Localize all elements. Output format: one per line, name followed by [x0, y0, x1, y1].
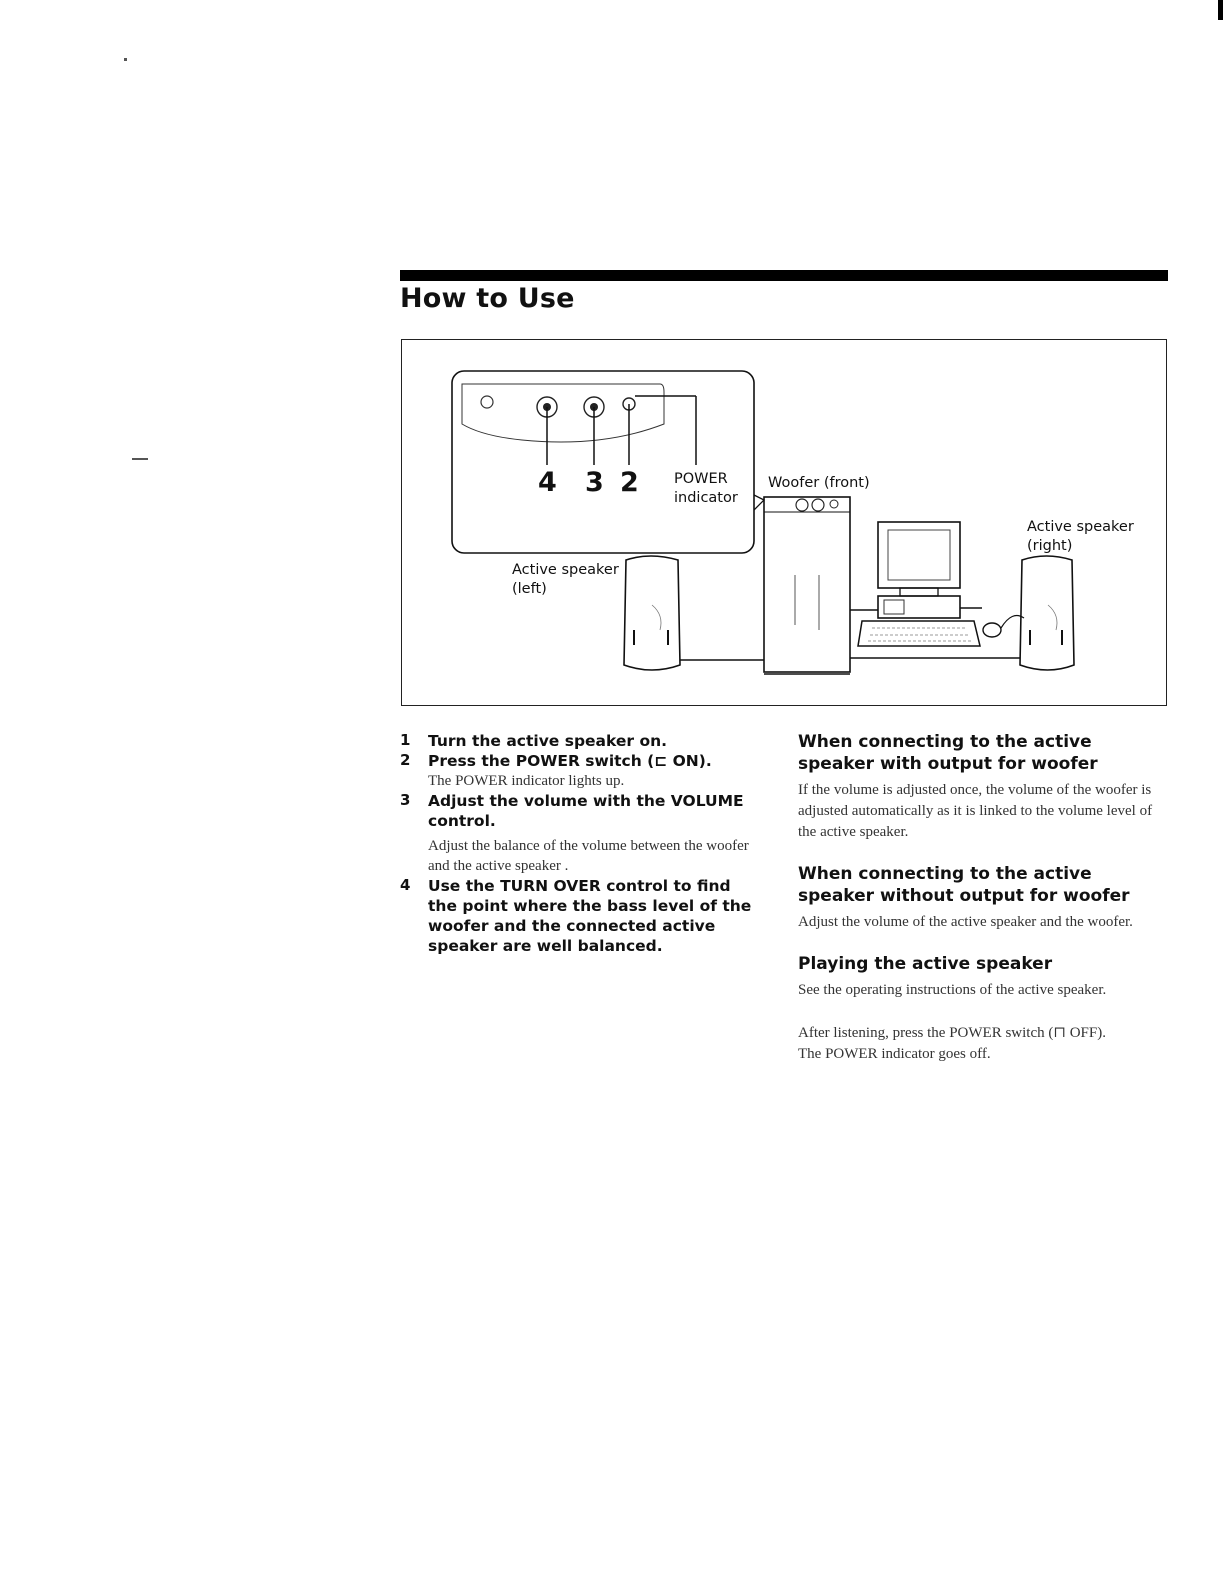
step-number: 3 [400, 791, 411, 809]
power-indicator-label: POWER indicator [674, 471, 738, 506]
section-body: If the volume is adjusted once, the volume of the woofer is adjusted automatically as it is linked to the volume level of the active speaker. [798, 782, 1153, 840]
step-2 [400, 751, 760, 791]
step-number: 4 [400, 876, 411, 894]
section-heading: When connecting to the active speaker without output for woofer [798, 864, 1130, 906]
after-listening-line-2: The POWER indicator goes off. [798, 1046, 991, 1062]
left-speaker-label: Active speaker (left) [512, 562, 619, 597]
after-listening-note [798, 1023, 1168, 1065]
after-listening-line-1: After listening, press the POWER switch (⊓ OFF). [798, 1025, 1106, 1041]
step-1 [400, 731, 760, 751]
scan-edge-mark [1218, 0, 1223, 20]
page-title: How to Use [400, 283, 575, 314]
callout-4: 4 [538, 467, 557, 498]
steps-list [400, 731, 760, 956]
section-with-woofer [798, 731, 1168, 843]
scan-speck [132, 458, 148, 460]
right-speaker-icon [1020, 556, 1074, 670]
header-rule [400, 270, 1168, 281]
step-heading: Press the POWER switch (⊏ ON). [428, 752, 712, 770]
scan-speck [124, 58, 127, 61]
step-4 [400, 876, 760, 956]
section-heading: Playing the active speaker [798, 954, 1053, 974]
step-heading: Use the TURN OVER control to find the point where the bass level of the woofer and the connected active speaker are well balanced. [428, 877, 752, 955]
section-playing [798, 953, 1168, 1001]
step-heading: Turn the active speaker on. [428, 732, 668, 750]
step-3 [400, 791, 760, 876]
section-body: Adjust the volume of the active speaker and the woofer. [798, 914, 1133, 930]
connection-diagram [401, 339, 1167, 706]
notes-column [798, 731, 1168, 1065]
left-speaker-icon [624, 556, 680, 670]
step-body: The POWER indicator lights up. [428, 773, 625, 789]
callout-3: 3 [585, 467, 604, 498]
woofer-icon [764, 497, 850, 674]
right-speaker-label: Active speaker (right) [1027, 519, 1134, 554]
woofer-label: Woofer (front) [768, 475, 870, 491]
section-heading: When connecting to the active speaker with output for woofer [798, 732, 1098, 774]
step-heading: Adjust the volume with the VOLUME control. [428, 792, 744, 830]
callout-2: 2 [620, 467, 639, 498]
control-panel-icon [452, 371, 754, 553]
section-body: See the operating instructions of the active speaker. [798, 982, 1107, 998]
step-body: Adjust the balance of the volume between the woofer and the active speaker . [428, 838, 749, 874]
computer-icon [850, 522, 1024, 646]
step-number: 1 [400, 731, 411, 749]
section-without-woofer [798, 863, 1168, 933]
step-number: 2 [400, 751, 411, 769]
